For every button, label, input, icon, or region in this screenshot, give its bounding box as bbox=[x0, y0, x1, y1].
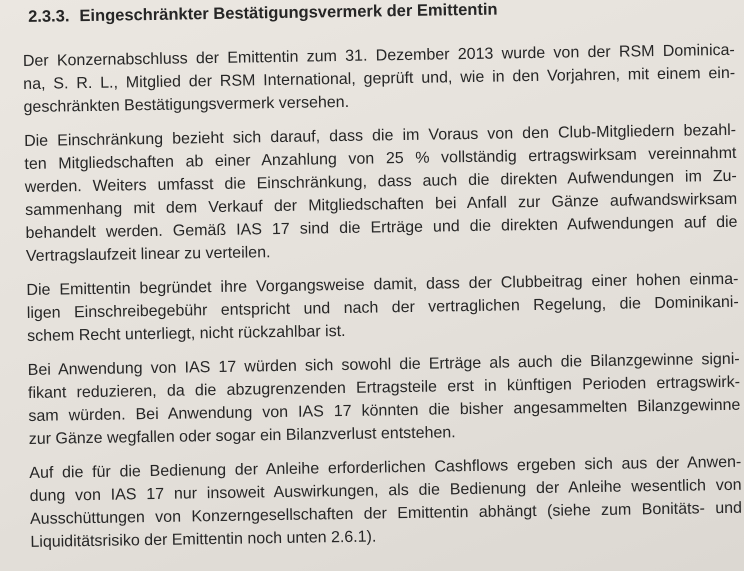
text-line: Vertragslaufzeit linear zu verteilen. bbox=[25, 244, 271, 265]
text-line: ten Mitgliedschaften ab einer Anzahlung von 25 % vollständig ertragswirksam vereinnahmt bbox=[24, 144, 737, 173]
text-line: fikant reduzieren, da die abzugrenzenden Ertragsteile erst in künftigen Perioden ertragswirk- bbox=[27, 373, 741, 402]
text-line: dung von IAS 17 nur insoweit Auswirkungen, als die Bedienung der Anleihe wesentlich von bbox=[29, 476, 742, 505]
text-line: ligen Einschreibegebühr entspricht und nach der vertraglichen Regelung, die Dominikani- bbox=[26, 293, 739, 322]
text-line: na, S. R. L., Mitglied der RSM International, geprüft und, wie in den Vorjahren, mit einem ein- bbox=[23, 64, 736, 93]
paragraph-4 bbox=[28, 348, 741, 451]
paragraph-2 bbox=[24, 119, 738, 268]
section-heading bbox=[28, 0, 734, 28]
text-line: Die Emittentin begründet ihre Vorgangsweise damit, dass der Clubbeitrag einer hohen einma- bbox=[26, 270, 739, 299]
paragraph-3 bbox=[26, 268, 739, 348]
text-line: sammenhang mit dem Verkauf der Mitgliedschaften bei Anfall zur Gänze aufwandswirksam bbox=[25, 190, 738, 219]
text-line: Der Konzernabschluss der Emittentin zum 31. Dezember 2013 wurde von der RSM Dominica- bbox=[22, 41, 735, 70]
text-line: Ausschüttungen von Konzerngesellschaften der Emittentin abhängt (siehe zum Bonitäts- und bbox=[29, 499, 743, 528]
text-line: Auf die für die Bedienung der Anleihe erforderlichen Cashflows ergeben sich aus der Anwen- bbox=[29, 453, 742, 482]
section-number: 2.3.3. bbox=[28, 7, 70, 26]
text-line: werden. Weiters umfasst die Einschränkung, dass auch die direkten Aufwendungen im Zu- bbox=[24, 167, 737, 196]
text-line: Liquiditätsrisiko der Emittentin noch unten 2.6.1). bbox=[30, 528, 377, 551]
text-line: Bei Anwendung von IAS 17 würden sich sowohl die Erträge als auch die Bilanzgewinne signi- bbox=[27, 350, 740, 379]
text-line: behandelt werden. Gemäß IAS 17 sind die Erträge und die direkten Aufwendungen auf die bbox=[25, 213, 738, 242]
text-line: sam würden. Bei Anwendung von IAS 17 könnten die bisher angesammelten Bilanzgewinne bbox=[28, 396, 741, 425]
section-title: Eingeschränkter Bestätigungsvermerk der Emittentin bbox=[79, 0, 498, 26]
paragraph-1 bbox=[23, 39, 736, 119]
text-line: zur Gänze wegfallen oder sogar ein Bilanzverlust entstehen. bbox=[28, 424, 456, 448]
text-line: Die Einschränkung bezieht sich darauf, dass die im Voraus von den Club-Mitgliedern bezahl- bbox=[23, 121, 737, 150]
text-line: schem Recht unterliegt, nicht rückzahlbar ist. bbox=[27, 322, 346, 345]
paragraph-5 bbox=[29, 451, 742, 554]
text-line: geschränkten Bestätigungsvermerk versehen. bbox=[23, 93, 350, 116]
section-content bbox=[22, 0, 743, 565]
